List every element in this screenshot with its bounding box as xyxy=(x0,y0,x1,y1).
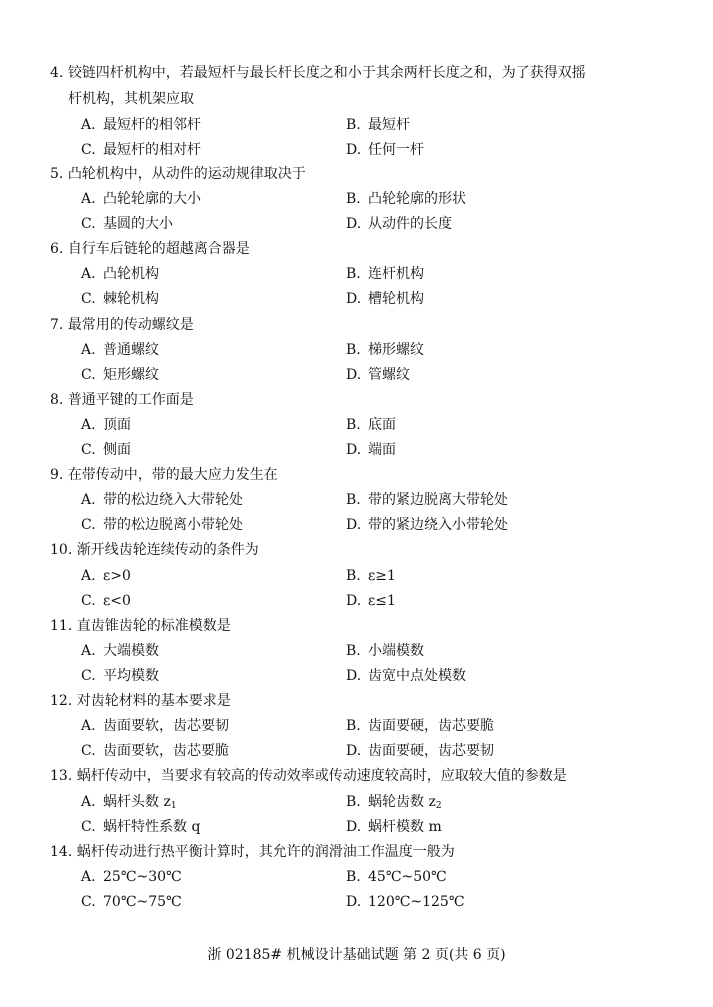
option-text: 齿面要硬，齿芯要脆 xyxy=(368,718,494,734)
option-letter: D. xyxy=(346,367,362,383)
option-letter: C. xyxy=(81,819,96,835)
question-stem: 凸轮机构中，从动件的运动规律取决于 xyxy=(67,166,306,182)
option-letter: B. xyxy=(346,643,361,659)
question-number: 10. xyxy=(50,542,73,558)
question-stem: 直齿锥齿轮的标准模数是 xyxy=(76,618,231,634)
option-text: 连杆机构 xyxy=(368,266,424,282)
option-text: 棘轮机构 xyxy=(103,291,159,307)
option-7-b xyxy=(346,341,424,359)
question-5 xyxy=(50,165,680,183)
option-14-a xyxy=(81,868,182,886)
option-text: 70℃~75℃ xyxy=(103,894,182,910)
option-text: 基圆的大小 xyxy=(103,216,173,232)
option-14-b xyxy=(346,868,447,886)
option-text: ε>0 xyxy=(103,568,131,584)
option-text: 槽轮机构 xyxy=(368,291,424,307)
option-letter: C. xyxy=(81,743,96,759)
option-6-d xyxy=(346,290,424,308)
option-letter: B. xyxy=(346,492,361,508)
option-letter: D. xyxy=(346,291,362,307)
option-text: 端面 xyxy=(368,442,396,458)
option-8-c xyxy=(81,441,131,459)
option-12-a xyxy=(81,717,229,735)
option-letter: A. xyxy=(81,117,96,133)
option-letter: D. xyxy=(346,668,362,684)
option-letter: A. xyxy=(81,266,96,282)
option-11-d xyxy=(346,667,466,685)
option-text: 45℃~50℃ xyxy=(368,869,447,885)
option-4-d xyxy=(346,141,424,159)
option-13-a xyxy=(81,793,177,815)
option-12-c xyxy=(81,742,229,760)
option-4-a xyxy=(81,116,201,134)
question-stem-line2: 杆机构，其机架应取 xyxy=(68,91,194,107)
option-letter: C. xyxy=(81,367,96,383)
option-text: 带的松边绕入大带轮处 xyxy=(103,492,243,508)
option-letter: C. xyxy=(81,668,96,684)
option-text: 齿面要硬，齿芯要韧 xyxy=(368,743,494,759)
question-11 xyxy=(50,617,680,635)
option-letter: A. xyxy=(81,794,96,810)
option-letter: A. xyxy=(81,869,96,885)
option-5-b xyxy=(346,190,466,208)
option-letter: C. xyxy=(81,517,96,533)
option-6-a xyxy=(81,265,159,283)
option-letter: B. xyxy=(346,191,361,207)
option-text: 带的松边脱离小带轮处 xyxy=(103,517,243,533)
option-letter: B. xyxy=(346,266,361,282)
question-4 xyxy=(50,64,680,82)
question-14 xyxy=(50,843,680,861)
option-text: 平均模数 xyxy=(103,668,159,684)
option-letter: B. xyxy=(346,869,361,885)
option-5-d xyxy=(346,215,452,233)
option-5-c xyxy=(81,215,173,233)
option-7-c xyxy=(81,366,159,384)
option-text: 小端模数 xyxy=(368,643,424,659)
option-subscript: 1 xyxy=(170,801,177,811)
option-letter: D. xyxy=(346,593,362,609)
option-text: 蜗杆模数 m xyxy=(368,819,442,835)
question-stem: 在带传动中，带的最大应力发生在 xyxy=(67,467,278,483)
option-4-b xyxy=(346,116,410,134)
option-text: ε<0 xyxy=(103,593,131,609)
option-text: 蜗杆特性系数 q xyxy=(103,819,201,835)
option-text: 凸轮机构 xyxy=(103,266,159,282)
question-number: 8. xyxy=(50,392,64,408)
option-14-d xyxy=(346,893,465,911)
option-13-c xyxy=(81,818,200,836)
option-text: 120℃~125℃ xyxy=(368,894,465,910)
option-text: 矩形螺纹 xyxy=(103,367,159,383)
question-stem: 对齿轮材料的基本要求是 xyxy=(76,693,231,709)
option-letter: C. xyxy=(81,593,96,609)
option-letter: D. xyxy=(346,216,362,232)
page-footer: 浙 02185# 机械设计基础试题 第 2 页(共 6 页) xyxy=(207,947,506,963)
question-number: 6. xyxy=(50,241,64,257)
question-stem: 普通平键的工作面是 xyxy=(67,392,194,408)
question-stem: 蜗杆传动中，当要求有较高的传动效率或传动速度较高时，应取较大值的参数是 xyxy=(76,768,567,784)
option-text: ε≤1 xyxy=(368,593,396,609)
question-13 xyxy=(50,767,680,785)
option-text: 最短杆 xyxy=(368,117,410,133)
option-letter: C. xyxy=(81,291,96,307)
option-11-c xyxy=(81,667,159,685)
option-text: 任何一杆 xyxy=(368,142,424,158)
option-8-d xyxy=(346,441,396,459)
option-text: 最短杆的相对杆 xyxy=(103,142,201,158)
option-text: 侧面 xyxy=(103,442,131,458)
option-14-c xyxy=(81,893,182,911)
option-text: 大端模数 xyxy=(103,643,159,659)
option-letter: A. xyxy=(81,492,96,508)
question-number: 7. xyxy=(50,317,64,333)
option-letter: C. xyxy=(81,894,96,910)
option-6-c xyxy=(81,290,159,308)
question-6 xyxy=(50,240,680,258)
option-9-b xyxy=(346,491,508,509)
question-stem: 自行车后链轮的超越离合器是 xyxy=(67,241,250,257)
question-number: 13. xyxy=(50,768,73,784)
option-letter: D. xyxy=(346,819,362,835)
option-letter: B. xyxy=(346,718,361,734)
option-8-b xyxy=(346,416,396,434)
option-letter: B. xyxy=(346,794,361,810)
question-9 xyxy=(50,466,680,484)
option-text: 梯形螺纹 xyxy=(368,342,424,358)
option-letter: A. xyxy=(81,718,96,734)
question-number: 4. xyxy=(50,65,64,81)
option-letter: D. xyxy=(346,142,362,158)
option-text: 凸轮轮廓的形状 xyxy=(368,191,466,207)
option-text: 凸轮轮廓的大小 xyxy=(103,191,201,207)
option-letter: A. xyxy=(81,191,96,207)
question-stem: 铰链四杆机构中，若最短杆与最长杆长度之和小于其余两杆长度之和，为了获得双摇 xyxy=(67,65,586,81)
option-letter: D. xyxy=(346,442,362,458)
question-stem: 渐开线齿轮连续传动的条件为 xyxy=(76,542,259,558)
option-12-d xyxy=(346,742,494,760)
option-9-d xyxy=(346,516,508,534)
question-number: 11. xyxy=(50,618,73,634)
option-6-b xyxy=(346,265,424,283)
option-letter: B. xyxy=(346,117,361,133)
option-letter: D. xyxy=(346,743,362,759)
option-letter: C. xyxy=(81,442,96,458)
option-letter: B. xyxy=(346,342,361,358)
question-stem: 蜗杆传动进行热平衡计算时，其允许的润滑油工作温度一般为 xyxy=(76,844,455,860)
option-letter: A. xyxy=(81,643,96,659)
question-number: 12. xyxy=(50,693,73,709)
option-10-b xyxy=(346,567,396,585)
option-letter: A. xyxy=(81,568,96,584)
option-13-d xyxy=(346,818,442,836)
option-text: 25℃~30℃ xyxy=(103,869,182,885)
option-7-a xyxy=(81,341,159,359)
option-text: 从动件的长度 xyxy=(368,216,452,232)
option-8-a xyxy=(81,416,131,434)
option-text: 带的紧边脱离大带轮处 xyxy=(368,492,508,508)
option-letter: C. xyxy=(81,142,96,158)
option-letter: A. xyxy=(81,417,96,433)
option-12-b xyxy=(346,717,494,735)
option-9-a xyxy=(81,491,243,509)
option-letter: C. xyxy=(81,216,96,232)
option-11-a xyxy=(81,642,159,660)
option-letter: B. xyxy=(346,568,361,584)
option-13-b xyxy=(346,793,442,815)
question-10 xyxy=(50,541,680,559)
question-12 xyxy=(50,692,680,710)
option-text: 齿宽中点处模数 xyxy=(368,668,466,684)
question-number: 14. xyxy=(50,844,73,860)
option-text: 齿面要软，齿芯要脆 xyxy=(103,743,229,759)
option-letter: D. xyxy=(346,894,362,910)
option-subscript: 2 xyxy=(435,801,442,811)
option-9-c xyxy=(81,516,243,534)
option-11-b xyxy=(346,642,424,660)
option-text: 底面 xyxy=(368,417,396,433)
question-number: 9. xyxy=(50,467,64,483)
option-5-a xyxy=(81,190,201,208)
option-10-d xyxy=(346,592,396,610)
option-letter: D. xyxy=(346,517,362,533)
question-7 xyxy=(50,316,680,334)
option-text: 最短杆的相邻杆 xyxy=(103,117,201,133)
option-text: 管螺纹 xyxy=(368,367,410,383)
option-7-d xyxy=(346,366,410,384)
option-text: ε≥1 xyxy=(368,568,396,584)
question-4-stem-continued xyxy=(68,90,698,108)
option-letter: B. xyxy=(346,417,361,433)
option-4-c xyxy=(81,141,201,159)
option-text: 蜗杆头数 z xyxy=(103,794,171,810)
option-text: 蜗轮齿数 z xyxy=(368,794,436,810)
question-number: 5. xyxy=(50,166,64,182)
option-10-c xyxy=(81,592,131,610)
question-8 xyxy=(50,391,680,409)
question-stem: 最常用的传动螺纹是 xyxy=(67,317,194,333)
option-text: 带的紧边绕入小带轮处 xyxy=(368,517,508,533)
option-text: 普通螺纹 xyxy=(103,342,159,358)
option-letter: A. xyxy=(81,342,96,358)
option-text: 齿面要软，齿芯要韧 xyxy=(103,718,229,734)
option-10-a xyxy=(81,567,131,585)
option-text: 顶面 xyxy=(103,417,131,433)
